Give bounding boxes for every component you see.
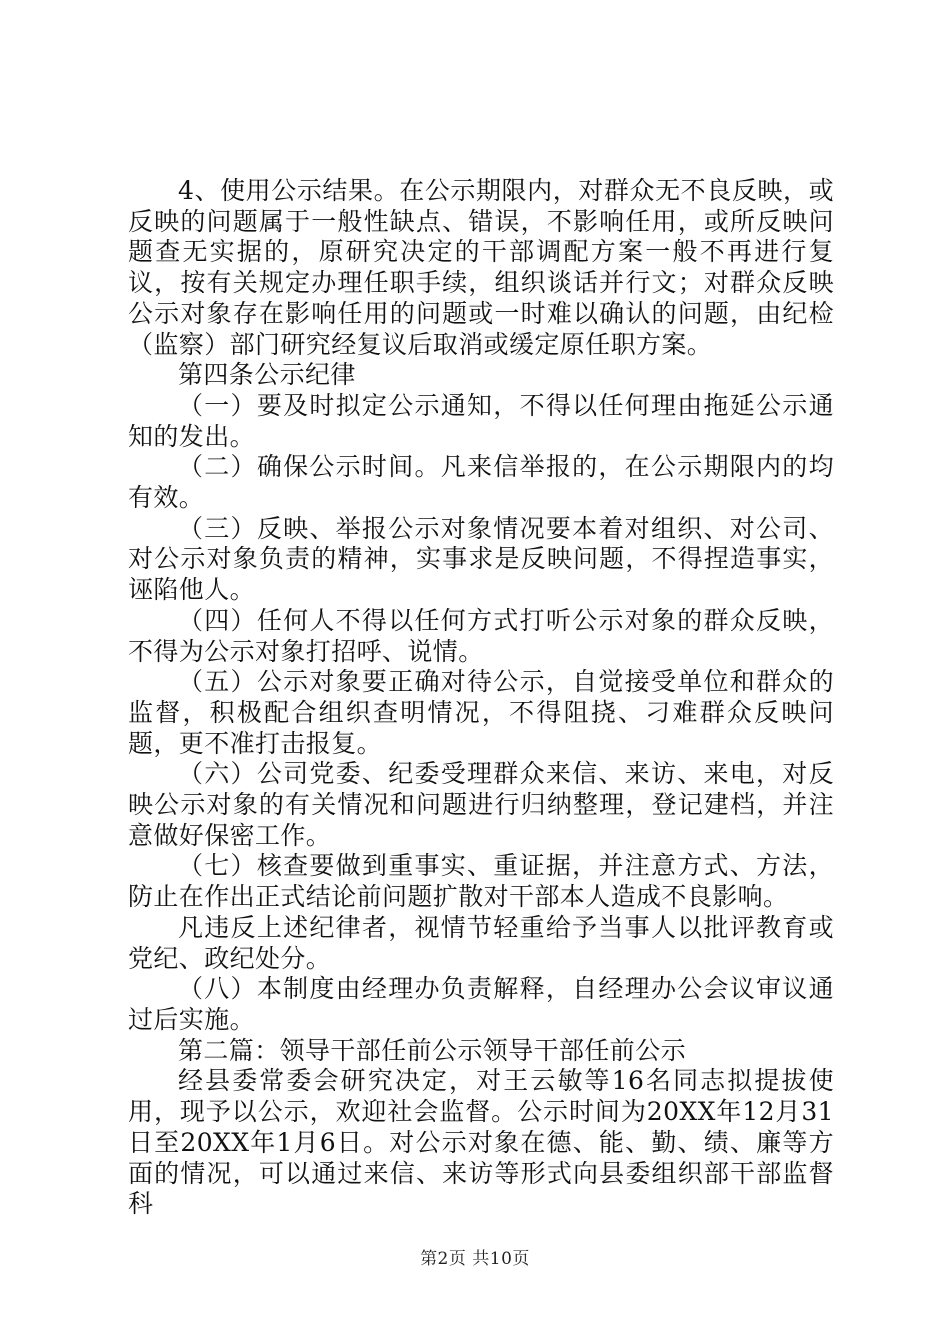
document-body bbox=[128, 176, 834, 1220]
paragraph-use-of-results: 4、使用公示结果。在公示期限内，对群众无不良反映，或反映的问题属于一般性缺点、错误，不影响任用，或所反映问题查无实据的，原研究决定的干部调配方案一般不再进行复议，按有关规定办理任职手续，组织谈话并行文；对群众反映公示对象存在影响任用的问题或一时难以确认的问题，由纪检（监察）部门研究经复议后取消或缓定原任职方案。 bbox=[128, 176, 834, 359]
paragraph-rule-six: （六）公司党委、纪委受理群众来信、来访、来电，对反映公示对象的有关情况和问题进行归纳整理，登记建档，并注意做好保密工作。 bbox=[128, 759, 834, 850]
section-heading-part-two: 第二篇：领导干部任前公示领导干部任前公示 bbox=[178, 1035, 687, 1065]
paragraph-rule-two: （二）确保公示时间。凡来信举报的，在公示期限内的均有效。 bbox=[128, 452, 834, 513]
paragraph-rule-five: （五）公示对象要正确对待公示，自觉接受单位和群众的监督，积极配合组织查明情况，不得阻挠、刁难群众反映问题，更不准打击报复。 bbox=[128, 667, 834, 758]
page-footer bbox=[0, 1244, 950, 1269]
section-heading-article-four: 第四条公示纪律 bbox=[178, 360, 356, 390]
page-indicator: 第2页 共10页 bbox=[420, 1249, 530, 1269]
paragraph-announcement: 经县委常委会研究决定，对王云敏等16名同志拟提拔使用，现予以公示，欢迎社会监督。公示时间为20XX年12月31日至20XX年1月6日。对公示对象在德、能、勤、绩、廉等方面的情况，可以通过来信、来访等形式向县委组织部干部监督科 bbox=[128, 1066, 834, 1219]
paragraph-violations: 凡违反上述纪律者，视情节轻重给予当事人以批评教育或党纪、政纪处分。 bbox=[128, 912, 834, 973]
paragraph-rule-one: （一）要及时拟定公示通知，不得以任何理由拖延公示通知的发出。 bbox=[128, 390, 834, 451]
paragraph-rule-seven: （七）核查要做到重事实、重证据，并注意方式、方法，防止在作出正式结论前问题扩散对干部本人造成不良影响。 bbox=[128, 851, 834, 912]
paragraph-rule-three: （三）反映、举报公示对象情况要本着对组织、对公司、对公示对象负责的精神，实事求是反映问题，不得捏造事实，诬陷他人。 bbox=[128, 513, 834, 605]
paragraph-rule-eight: （八）本制度由经理办负责解释，自经理办公会议审议通过后实施。 bbox=[128, 974, 834, 1034]
paragraph-rule-four: （四）任何人不得以任何方式打听公示对象的群众反映，不得为公示对象打招呼、说情。 bbox=[128, 605, 834, 666]
